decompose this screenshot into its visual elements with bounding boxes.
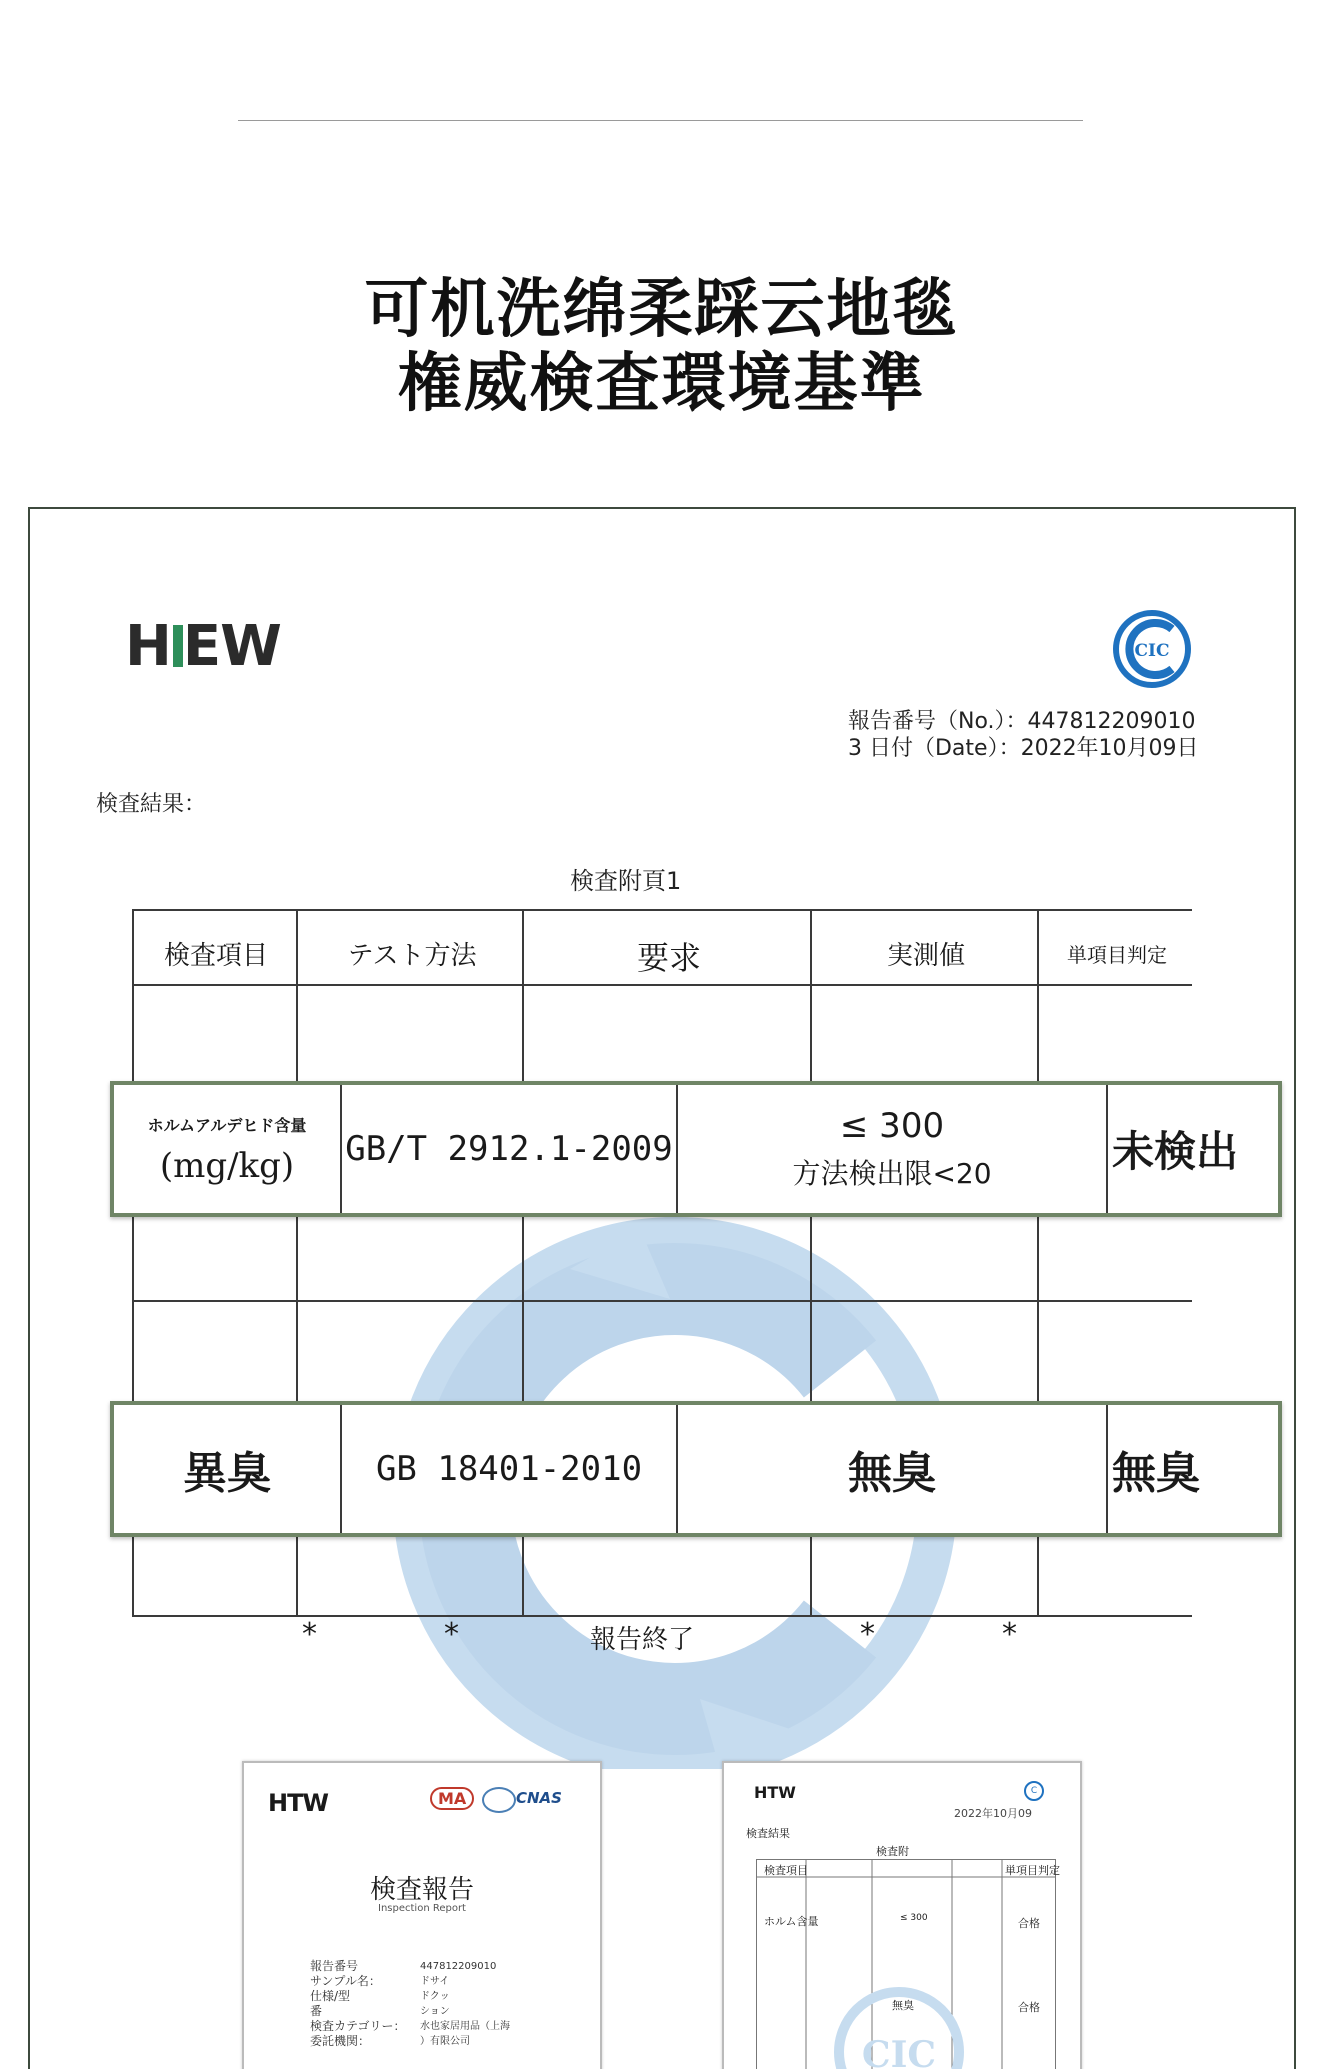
row1-requirement: ≤ 300 [840, 1106, 944, 1146]
thumb-seal2: CIC [862, 2034, 936, 2069]
row1-detection-limit: 方法検出限<20 [792, 1152, 991, 1192]
htw-logo: H EW [125, 614, 281, 679]
thumb-seal-icon: C [1024, 1781, 1044, 1801]
header-method: テスト方法 [300, 935, 524, 972]
report-card [28, 507, 1296, 2069]
field-label: 検査カテゴリー： [310, 2019, 536, 2034]
thumb-right-results: 検査結果 [746, 1825, 790, 1841]
row1-method: GB/T 2912.1-2009 [342, 1085, 678, 1213]
cnas-mark: CNAS [516, 1789, 562, 1807]
field-value: ドサイ [420, 1974, 510, 1989]
results-label: 検査結果： [96, 787, 206, 818]
report-results-thumbnail [722, 1761, 1082, 2069]
page-title-line1: 可机洗绵柔踩云地毯 [0, 258, 1323, 350]
field-label: 仕様/型 [310, 1989, 536, 2004]
field-label: 報告番号 [310, 1959, 536, 1974]
row1-requirement-cell [678, 1085, 1108, 1213]
field-value: 447812209010 [420, 1959, 510, 1974]
field-value: ）有限公司 [420, 2034, 510, 2049]
thumb-left-title: 検査報告 [244, 1869, 600, 1906]
thumb-row1-req: ≤ 300 [900, 1913, 928, 1923]
field-label: 委託機関： [310, 2034, 536, 2049]
asterisk-2: * [444, 1617, 459, 1652]
report-date: 3 日付（Date）：2022年10月09日 [848, 731, 1199, 762]
row1-item-unit: (mg/kg) [160, 1146, 294, 1186]
field-value: ドクッ [420, 1989, 510, 2004]
thumb-header-judgment: 単項目判定 [1005, 1862, 1060, 1878]
row1-item-cell [114, 1085, 342, 1213]
row1-result: 未検出 [1108, 1085, 1278, 1213]
thumb-left-logo: HTW [268, 1789, 328, 1817]
header-item: 検査項目 [134, 935, 298, 972]
report-cover-thumbnail [242, 1761, 602, 2069]
row2-method: GB 18401-2010 [342, 1405, 678, 1533]
result-row-odor [110, 1401, 1282, 1537]
report-number: 報告番号（No.）：447812209010 [848, 704, 1196, 735]
row2-requirement: 無臭 [678, 1405, 1108, 1533]
header-measured: 実測値 [814, 935, 1038, 972]
thumb-row2-result: 合格 [1018, 1999, 1040, 2015]
thumb-cic-watermark [824, 1977, 974, 2069]
field-value: ション [420, 2004, 510, 2019]
ma-mark-icon: MA [430, 1787, 474, 1810]
page-title-line2: 権威検査環境基準 [0, 332, 1323, 424]
asterisk-4: * [1002, 1617, 1017, 1652]
end-of-report: 報告終了 [590, 1619, 694, 1656]
row2-result: 無臭 [1108, 1405, 1278, 1533]
thumb-right-appendix: 検査附 [876, 1843, 909, 1859]
cic-seal-icon [1110, 607, 1194, 691]
ilac-mark-icon [482, 1787, 516, 1813]
field-label: サンプル名： [310, 1974, 536, 1989]
header-judgment: 単項目判定 [1040, 939, 1194, 968]
field-value: 水也家居用品（上海 [420, 2019, 510, 2034]
appendix-title: 検査附頁1 [570, 861, 681, 896]
asterisk-3: * [860, 1617, 875, 1652]
row1-item-name: ホルムアルデヒド含量 [148, 1113, 307, 1136]
seal-text: CIC [1134, 641, 1169, 661]
thumb-row1-result: 合格 [1018, 1915, 1040, 1931]
field-label: 番 [310, 2004, 536, 2019]
thumb-right-date: 2022年10月09 [954, 1805, 1032, 1821]
thumb-right-logo: HTW [754, 1783, 796, 1802]
result-row-formaldehyde [110, 1081, 1282, 1217]
thumb-row1-item: ホルム含量 [764, 1913, 819, 1929]
thumb-left-subtitle: Inspection Report [244, 1903, 600, 1914]
thumb-header-item: 検査項目 [764, 1862, 808, 1878]
row2-item: 異臭 [114, 1405, 342, 1533]
top-divider [238, 120, 1083, 121]
header-requirement: 要求 [526, 933, 812, 979]
thumb-row2-item: 無臭 [892, 1997, 914, 2013]
asterisk-1: * [302, 1617, 317, 1652]
thumb-left-values [420, 1959, 510, 2049]
